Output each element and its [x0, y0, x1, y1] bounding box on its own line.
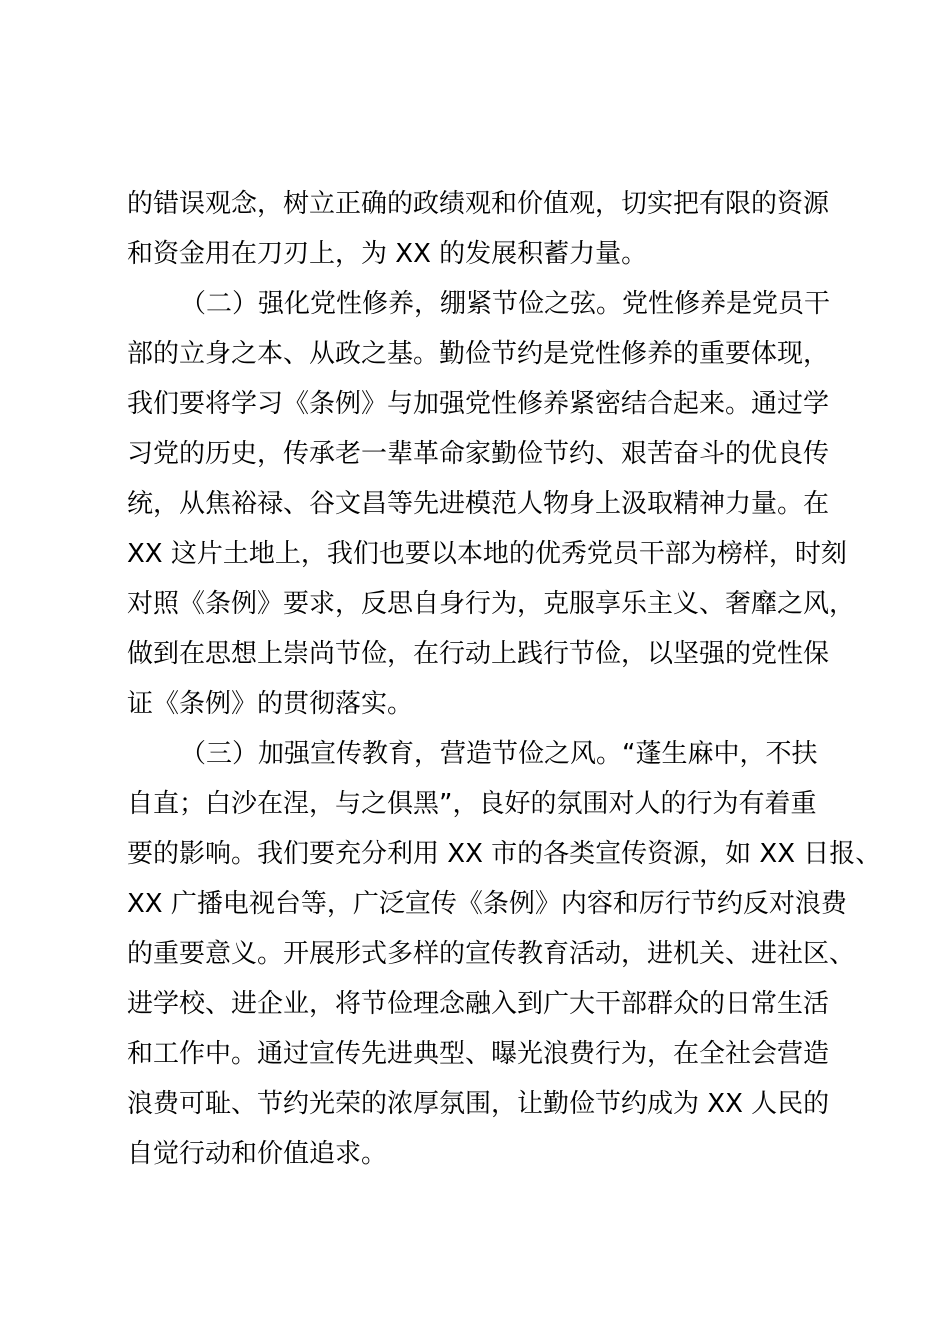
text-line: 自直；白沙在涅，与之俱黑”，良好的氛围对人的行为有着重: [127, 789, 817, 819]
text-line: 和工作中。通过宣传先进典型、曝光浪费行为，在全社会营造: [127, 1039, 830, 1069]
section-heading-line: （二）强化党性修养，绷紧节俭之弦。党性修养是党员干: [180, 289, 831, 319]
text-line: 进学校、进企业，将节俭理念融入到广大干部群众的日常生活: [127, 989, 830, 1019]
text-line: 我们要将学习《条例》与加强党性修养紧密结合起来。通过学: [127, 389, 830, 419]
document-body: [127, 179, 882, 1179]
text-line: 浪费可耻、节约光荣的浓厚氛围，让勤俭节约成为 XX 人民的: [127, 1089, 830, 1119]
text-line: 做到在思想上崇尚节俭，在行动上践行节俭，以坚强的党性保: [127, 639, 830, 669]
text-line: 的错误观念，树立正确的政绩观和价值观，切实把有限的资源: [127, 189, 830, 219]
text-line: 自觉行动和价值追求。: [127, 1139, 388, 1169]
text-line: XX 广播电视台等，广泛宣传《条例》内容和厉行节约反对浪费: [127, 889, 847, 919]
text-line: 习党的历史，传承老一辈革命家勤俭节约、艰苦奋斗的优良传: [127, 439, 830, 469]
text-line: 对照《条例》要求，反思自身行为，克服享乐主义、奢靡之风，: [127, 589, 856, 619]
section-heading-line: （三）加强宣传教育，营造节俭之风。“蓬生麻中，不扶: [180, 739, 818, 769]
text-line: 统，从焦裕禄、谷文昌等先进模范人物身上汲取精神力量。在: [127, 489, 830, 519]
text-line: XX 这片土地上，我们也要以本地的优秀党员干部为榜样，时刻: [127, 539, 847, 569]
text-line: 的重要意义。开展形式多样的宣传教育活动，进机关、进社区、: [127, 939, 856, 969]
text-line: 和资金用在刀刃上，为 XX 的发展积蓄力量。: [127, 239, 648, 269]
text-line: 要的影响。我们要充分利用 XX 市的各类宣传资源，如 XX 日报、: [127, 839, 882, 869]
text-line: 证《条例》的贯彻落实。: [127, 689, 414, 719]
text-line: 部的立身之本、从政之基。勤俭节约是党性修养的重要体现，: [127, 339, 830, 369]
